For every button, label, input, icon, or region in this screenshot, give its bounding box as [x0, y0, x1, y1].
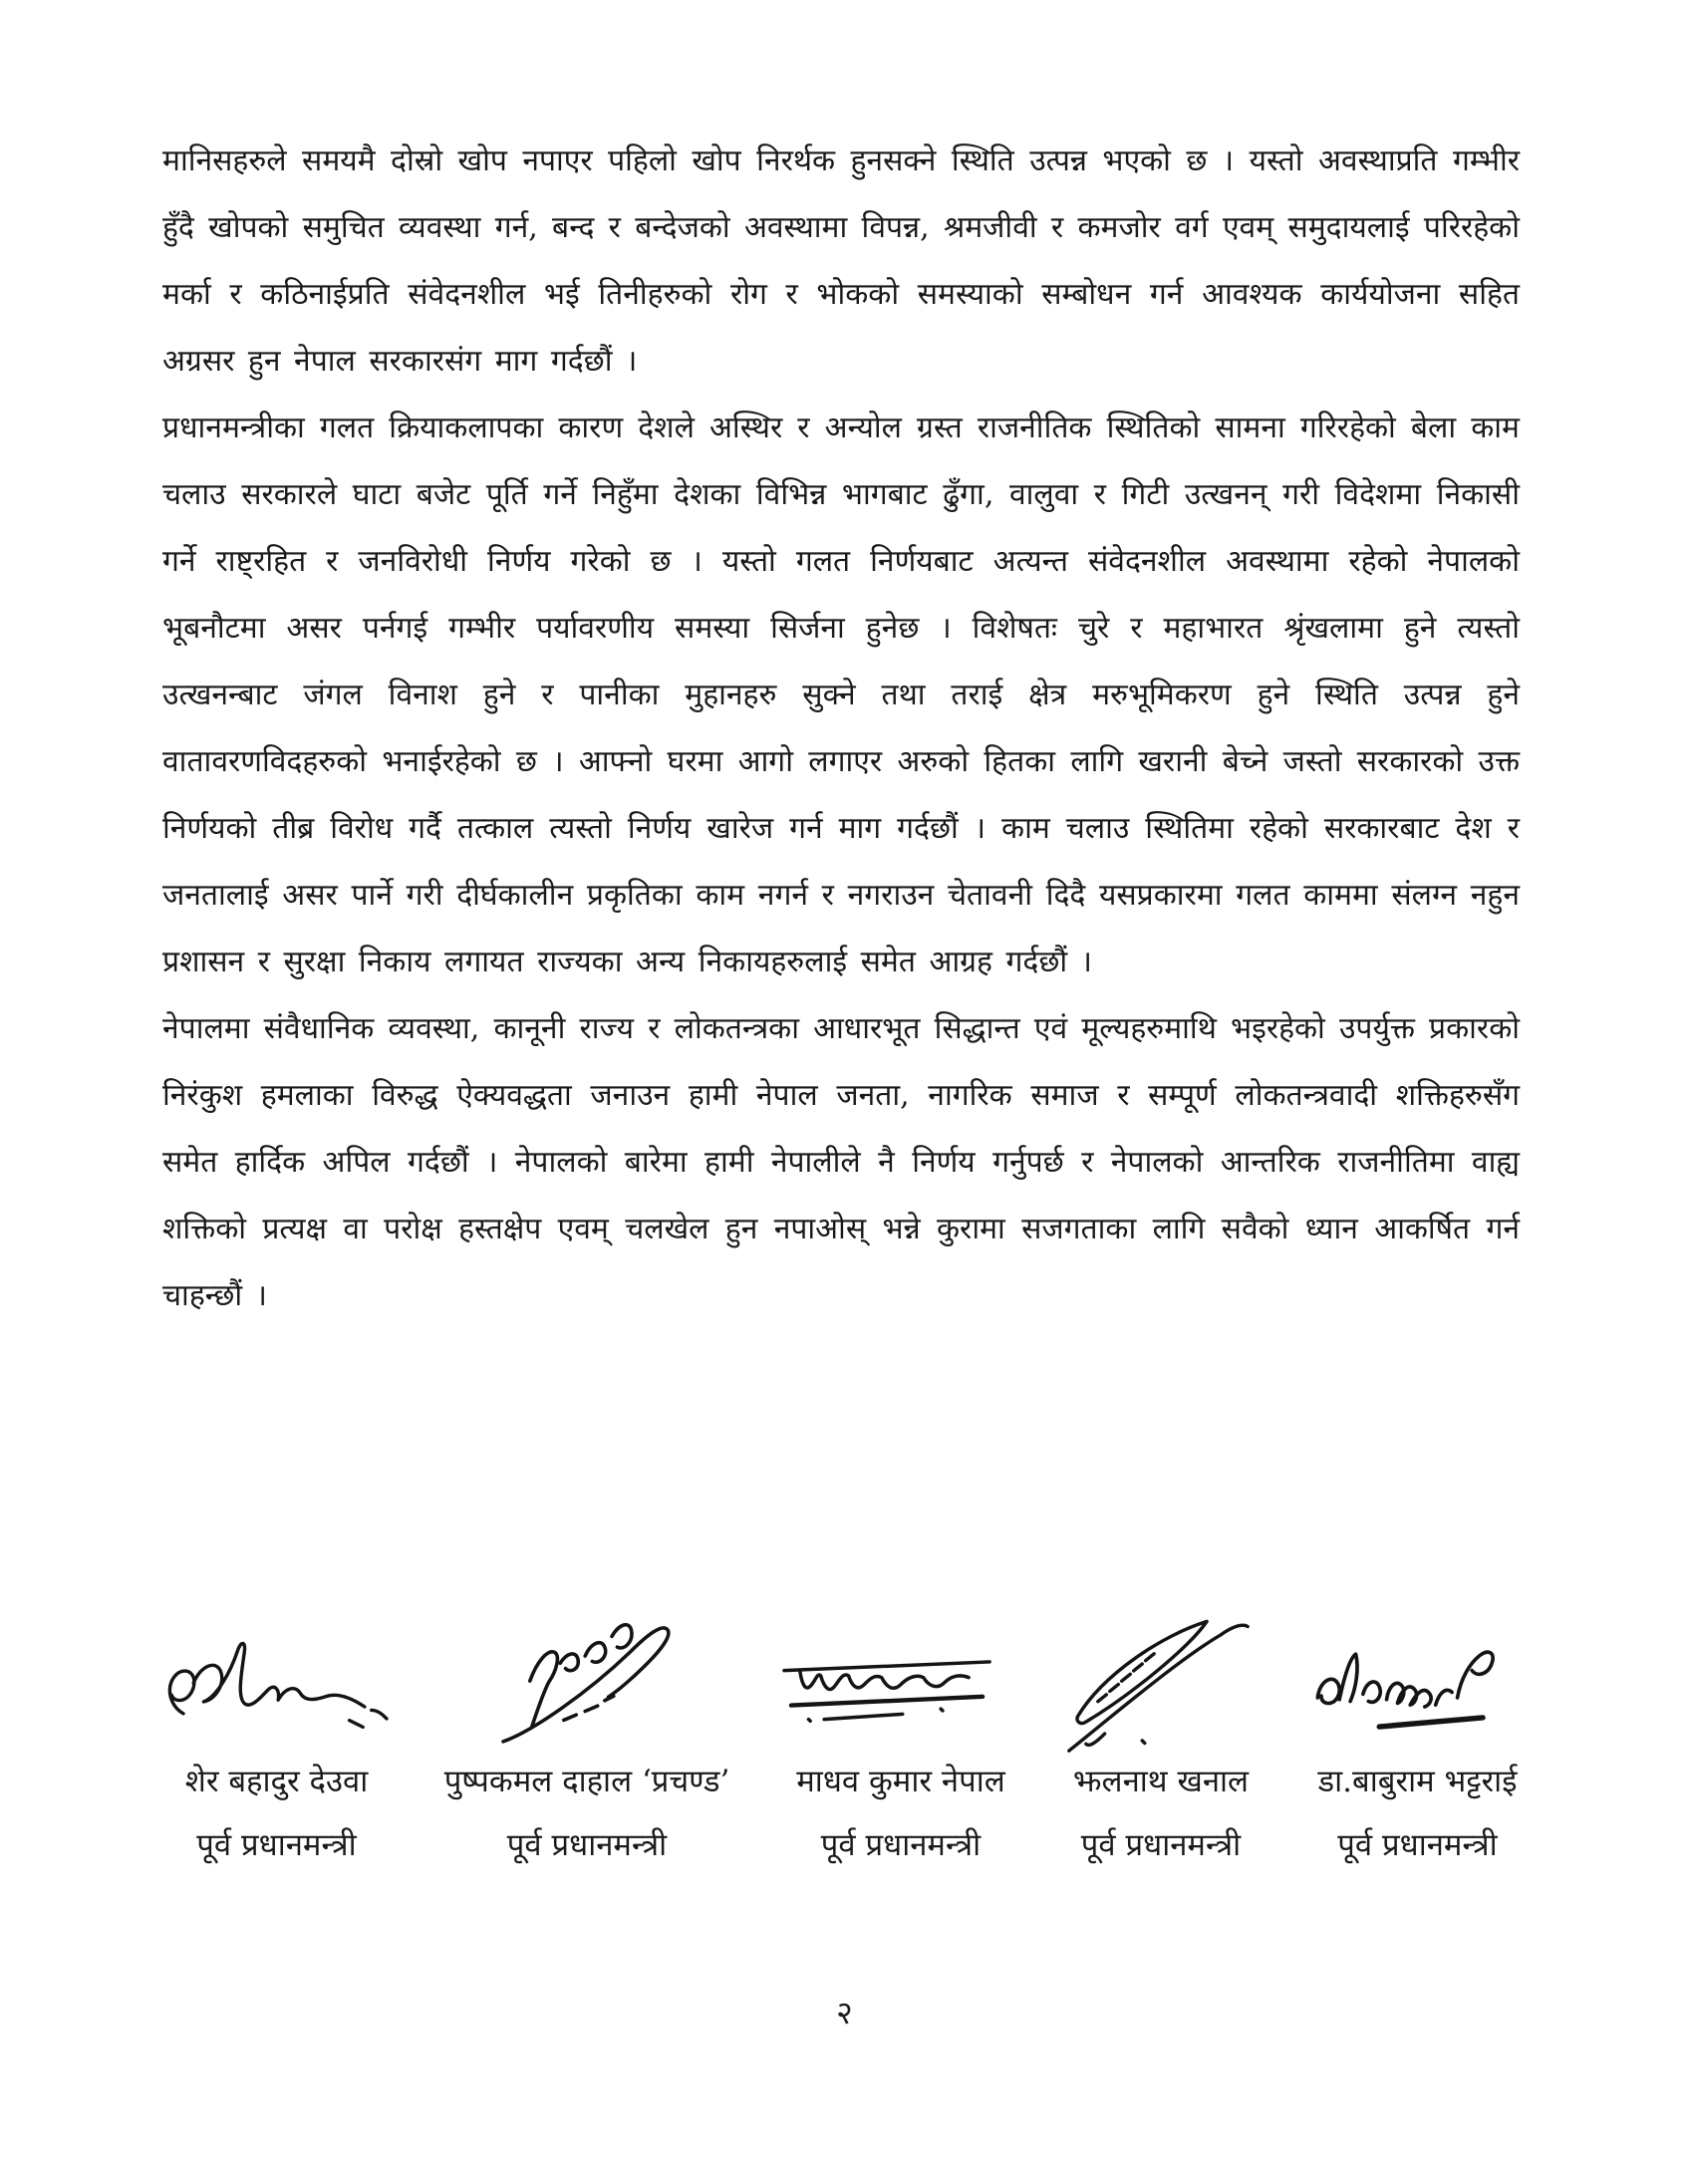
- signatory-name: पुष्पकमल दाहाल ‘प्रचण्ड’: [443, 1764, 730, 1799]
- signature-jhala-nath-khanal-icon: [1050, 1606, 1271, 1758]
- signatory-title: पूर्व प्रधानमन्त्री: [820, 1827, 982, 1863]
- signatory-title: पूर्व प्रधानमन्त्री: [506, 1827, 668, 1863]
- paragraph-mining-protest: प्रधानमन्त्रीका गलत क्रियाकलापका कारण देशले अस्थिर र अन्योल ग्रस्त राजनीतिक स्थितिको सामना गरिरहेको बेला काम चलाउ सरकारले घाटा बजेट पूर्ति गर्ने निहुँमा देशका विभिन्न भागबाट ढुँगा, वालुवा र गिटी उत्खनन् गरी विदेशमा निकासी गर्ने राष्ट्रहित र जनविरोधी निर्णय गरेको छ । यस्तो गलत निर्णयबाट अत्यन्त संवेदनशील अवस्थामा रहेको नेपालको भूबनौटमा असर पर्नगई गम्भीर पर्यावरणीय समस्या सिर्जना हुनेछ । विशेषतः चुरे र महाभारत श्रृंखलामा हुने त्यस्तो उत्खनन्बाट जंगल विनाश हुने र पानीका मुहानहरु सुक्ने तथा तराई क्षेत्र मरुभूमिकरण हुने स्थिति उत्पन्न हुने वातावरणविदहरुको भनाईरहेको छ । आफ्नो घरमा आगो लगाएर अरुको हितका लागि खरानी बेच्ने जस्तो सरकारको उक्त निर्णयको तीब्र विरोध गर्दै तत्काल त्यस्तो निर्णय खारेज गर्न माग गर्दछौं । काम चलाउ स्थितिमा रहेको सरकारबाट देश र जनतालाई असर पार्ने गरी दीर्घकालीन प्रकृतिका काम नगर्न र नगराउन चेतावनी दिदै यसप्रकारमा गलत काममा संलग्न नहुन प्रशासन र सुरक्षा निकाय लगायत राज्यका अन्य निकायहरुलाई समेत आग्रह गर्दछौं ।: [162, 410, 1520, 979]
- paragraph-democracy-appeal: नेपालमा संवैधानिक व्यवस्था, कानूनी राज्य र लोकतन्त्रका आधारभूत सिद्धान्त एवं मूल्यहरुमाथि भइरहेको उपर्युक्त प्रकारको निरंकुश हमलाका विरुद्ध ऐक्यवद्धता जनाउन हामी नेपाल जनता, नागरिक समाज र सम्पूर्ण लोकतन्त्रवादी शक्तिहरुसँग समेत हार्दिक अपिल गर्दछौं । नेपालको बारेमा हामी नेपालीले नै निर्णय गर्नुपर्छ र नेपालको आन्तरिक राजनीतिमा वाह्य शक्तिको प्रत्यक्ष वा परोक्ष हस्तक्षेप एवम् चलखेल हुन नपाओस् भन्ने कुरामा सजगताका लागि सवैको ध्यान आकर्षित गर्न चाहन्छौं ।: [162, 1011, 1520, 1313]
- signatory-name: शेर बहादुर देउवा: [184, 1764, 369, 1799]
- page-number: २: [836, 1994, 853, 2032]
- signature-pushpa-kamal-dahal-icon: [422, 1606, 751, 1758]
- signatory-name: माधव कुमार नेपाल: [796, 1764, 1005, 1799]
- signatory-block-pushpa-kamal-dahal: [422, 1606, 751, 1865]
- signature-row: [149, 1606, 1545, 1865]
- signatory-name: झलनाथ खनाल: [1072, 1764, 1250, 1799]
- signatory-block-madhav-kumar-nepal: [770, 1606, 1031, 1865]
- signatory-name: डा.बाबुराम भट्टराई: [1317, 1764, 1518, 1799]
- signature-madhav-kumar-nepal-icon: [770, 1606, 1031, 1758]
- signature-sher-bahadur-deuba-icon: [149, 1606, 404, 1758]
- letter-body: [162, 128, 1520, 1329]
- signatory-block-sher-bahadur-deuba: [149, 1606, 404, 1865]
- signature-baburam-bhattarai-icon: [1290, 1606, 1545, 1758]
- signatory-block-baburam-bhattarai: [1290, 1606, 1545, 1865]
- signatory-title: पूर्व प्रधानमन्त्री: [1080, 1827, 1242, 1863]
- signatory-block-jhala-nath-khanal: [1050, 1606, 1271, 1865]
- paragraph-vaccine-demand: मानिसहरुले समयमै दोस्रो खोप नपाएर पहिलो खोप निरर्थक हुनसक्ने स्थिति उत्पन्न भएको छ । यस्तो अवस्थाप्रति गम्भीर हुँदै खोपको समुचित व्यवस्था गर्न, बन्द र बन्देजको अवस्थामा विपन्न, श्रमजीवी र कमजोर वर्ग एवम् समुदायलाई परिरहेको मर्का र कठिनाईप्रति संवेदनशील भई तिनीहरुको रोग र भोकको समस्याको सम्बोधन गर्न आवश्यक कार्ययोजना सहित अग्रसर हुन नेपाल सरकारसंग माग गर्दछौं ।: [162, 143, 1520, 379]
- signatory-title: पूर्व प्रधानमन्त्री: [1337, 1827, 1498, 1863]
- signatory-title: पूर्व प्रधानमन्त्री: [196, 1827, 357, 1863]
